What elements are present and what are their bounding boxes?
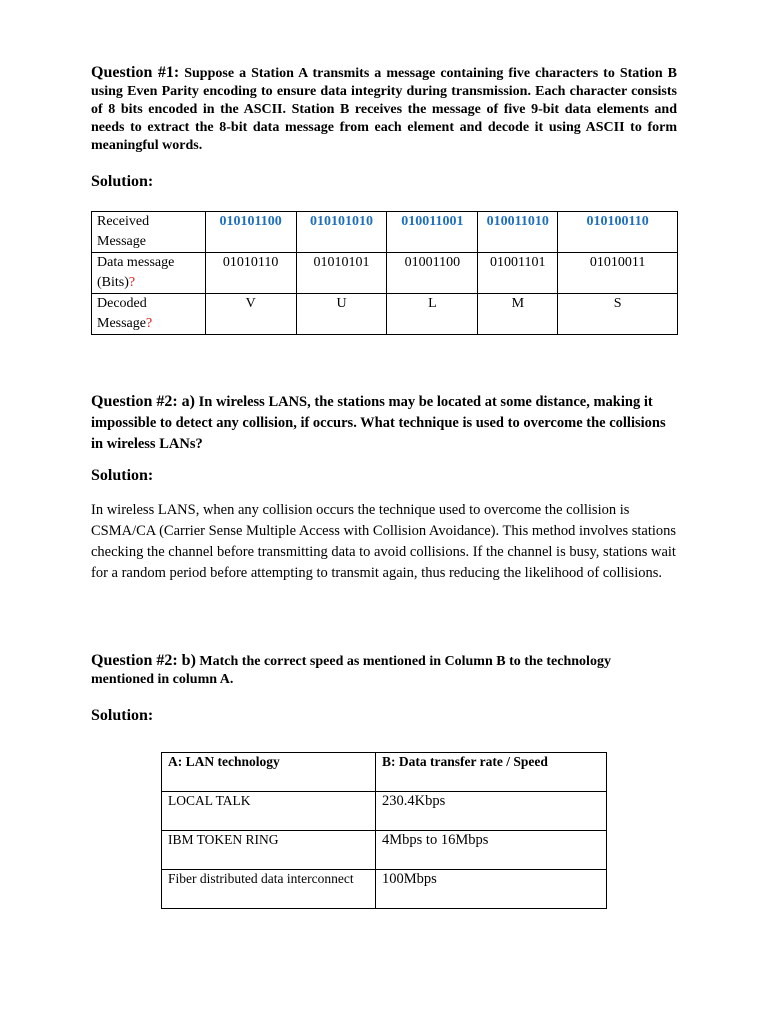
- speed-cell: 100Mbps: [376, 870, 607, 909]
- table-row: [162, 792, 607, 831]
- decoded-cell: L: [387, 294, 478, 335]
- question-1: [91, 64, 677, 155]
- question-2a: [91, 391, 677, 455]
- solution-heading-1: Solution:: [91, 173, 154, 190]
- decoded-cell: S: [558, 294, 678, 335]
- data-cell: 01010101: [296, 253, 387, 294]
- technology-cell: Fiber distributed data interconnect: [162, 870, 376, 909]
- document-body: [91, 64, 677, 155]
- solution-heading-2: Solution:: [91, 467, 154, 484]
- question-2b-label: Question #2: b): [91, 652, 196, 669]
- question-2a-label: Question #2: a): [91, 393, 195, 410]
- decoded-cell: M: [478, 294, 558, 335]
- decoded-message-label: Decoded Message?: [92, 294, 206, 335]
- question-2b: [91, 652, 677, 689]
- technology-cell: LOCAL TALK: [162, 792, 376, 831]
- question-2a-block: [91, 391, 677, 455]
- received-cell: 010100110: [558, 212, 678, 253]
- column-a-header: A: LAN technology: [162, 753, 376, 792]
- data-cell: 01010011: [558, 253, 678, 294]
- column-b-header: B: Data transfer rate / Speed: [376, 753, 607, 792]
- received-message-row: [92, 212, 678, 253]
- table-row: [162, 831, 607, 870]
- data-message-label: Data message (Bits)?: [92, 253, 206, 294]
- question-2b-block: [91, 652, 677, 689]
- data-cell: 01001101: [478, 253, 558, 294]
- table-header-row: [162, 753, 607, 792]
- question-2a-text: In wireless LANS, the stations may be located at some distance, making it impossible to detect any collision, if occurs. What technique is used to overcome the collisions in wireless LANs?: [91, 394, 666, 452]
- question-2b-text: Match the correct speed as mentioned in Column B to the technology mentioned in column A.: [91, 654, 611, 687]
- technology-cell: IBM TOKEN RING: [162, 831, 376, 870]
- answer-2a: In wireless LANS, when any collision occurs the technique used to overcome the collision is CSMA/CA (Carrier Sense Multiple Access with Collision Avoidance). This method involves stations checking the channel before transmitting data to avoid collisions. If the channel is busy, stations wait for a random period before attempting to transmit again, thus reducing the likelihood of collisions.: [91, 502, 677, 581]
- received-cell: 010101100: [205, 212, 296, 253]
- received-cell: 010101010: [296, 212, 387, 253]
- data-cell: 01010110: [205, 253, 296, 294]
- answer-2a-block: [91, 500, 677, 584]
- received-cell: 010011010: [478, 212, 558, 253]
- question-1-label: Question #1:: [91, 64, 180, 81]
- speed-cell: 4Mbps to 16Mbps: [376, 831, 607, 870]
- speed-cell: 230.4Kbps: [376, 792, 607, 831]
- data-cell: 01001100: [387, 253, 478, 294]
- parity-table: [91, 211, 678, 335]
- received-cell: 010011001: [387, 212, 478, 253]
- decoded-cell: U: [296, 294, 387, 335]
- table-row: [162, 870, 607, 909]
- decoded-message-row: [92, 294, 678, 335]
- data-message-row: [92, 253, 678, 294]
- lan-speed-table: [161, 752, 607, 909]
- solution-heading-3: Solution:: [91, 707, 154, 724]
- question-1-text: Suppose a Station A transmits a message containing five characters to Station B using Even Parity encoding to ensure data integrity during transmission. Each character consists of 8 bits encoded in the ASCII. Station B receives the message of five 9-bit data elements and needs to extract the 8-bit data message from each element and decode it using ASCII to form meaningful words.: [91, 66, 678, 153]
- decoded-cell: V: [205, 294, 296, 335]
- received-message-label: Received Message: [92, 212, 206, 253]
